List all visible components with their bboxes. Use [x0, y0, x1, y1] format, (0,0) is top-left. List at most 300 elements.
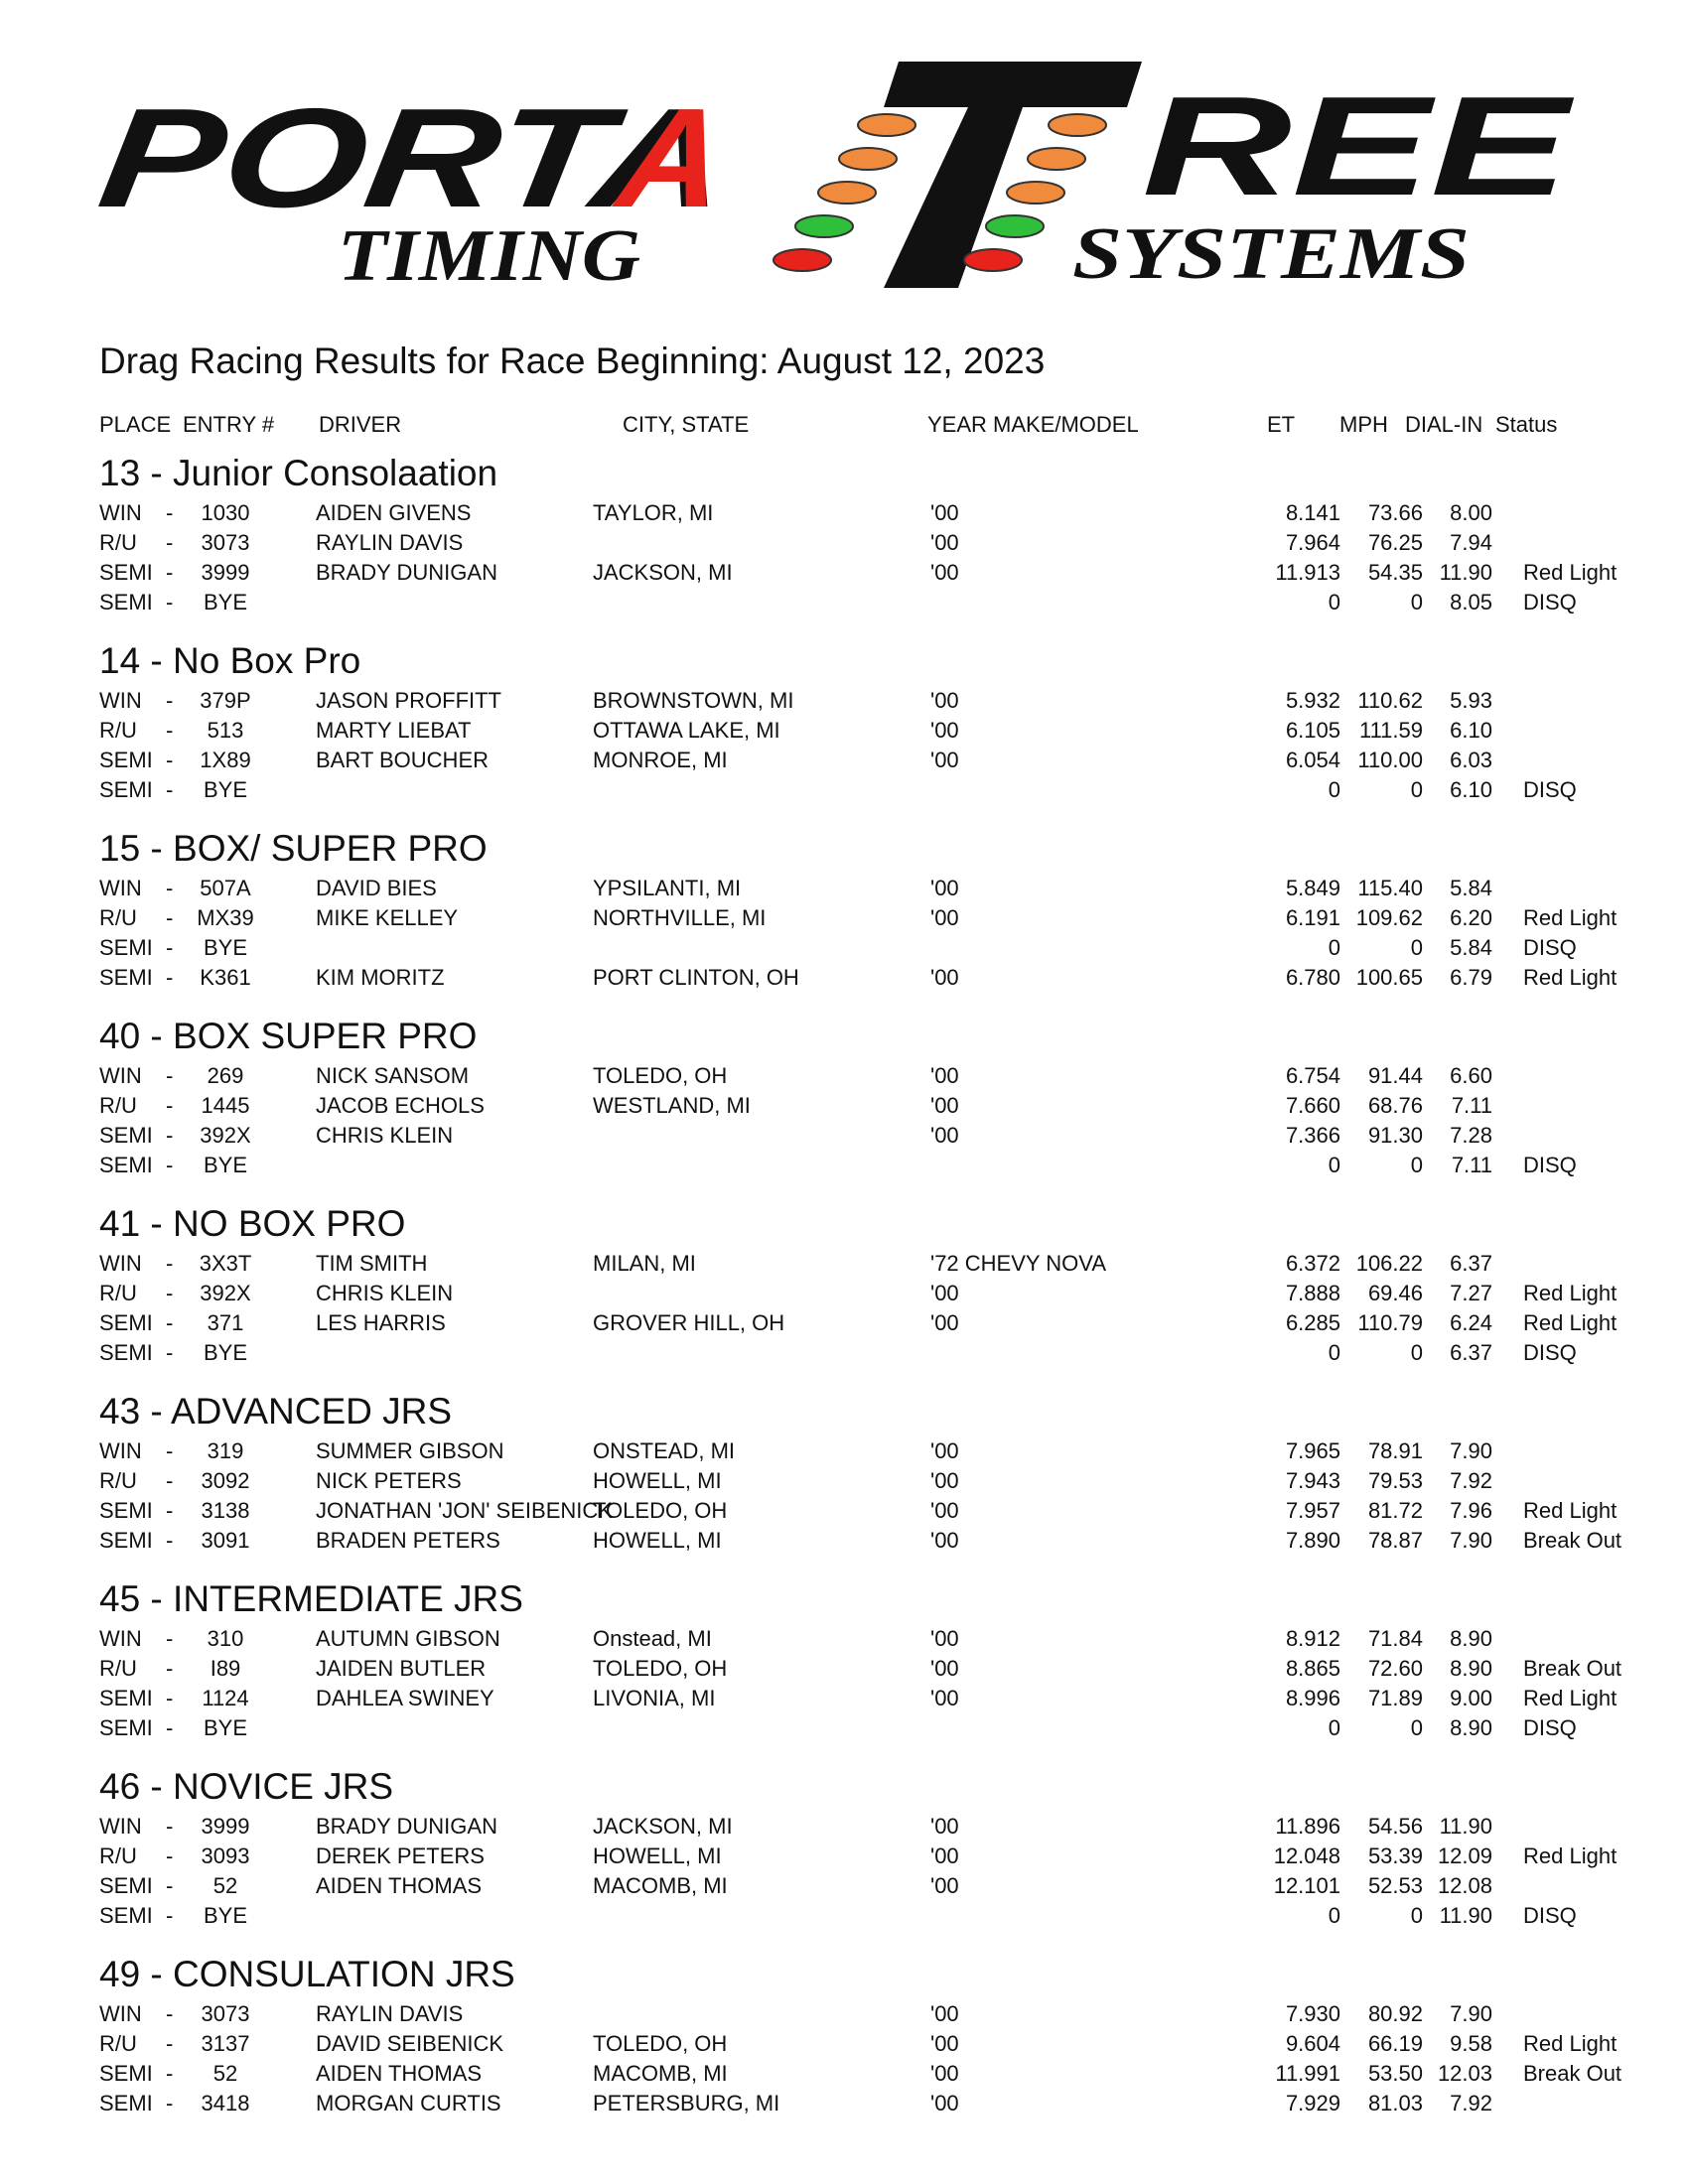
cell-year: '72 CHEVY NOVA [930, 1251, 1107, 1276]
cell-et: 0 [1328, 777, 1340, 802]
cell-dial: 7.11 [1451, 1093, 1492, 1118]
cell-dial: 5.84 [1450, 935, 1492, 960]
cell-place: SEMI [99, 1153, 153, 1177]
results-sections [0, 453, 1688, 2141]
cell-et: 6.754 [1285, 1063, 1340, 1088]
section-title: 15 - BOX/ SUPER PRO [99, 828, 488, 869]
table-row [0, 1843, 1688, 1873]
cell-dial: 6.20 [1450, 905, 1492, 930]
cell-place: R/U [99, 530, 137, 555]
header-status: Status [1495, 412, 1558, 437]
cell-et: 8.996 [1285, 1686, 1340, 1710]
cell-dial: 7.28 [1450, 1123, 1492, 1148]
cell-entry: 1445 [201, 1093, 250, 1118]
cell-dash: - [166, 1063, 174, 1088]
cell-place: SEMI [99, 2091, 153, 2116]
cell-dial: 12.08 [1437, 1873, 1492, 1898]
cell-mph: 110.62 [1357, 688, 1423, 713]
cell-place: R/U [99, 1656, 137, 1681]
cell-entry: BYE [203, 777, 248, 802]
cell-status: Break Out [1523, 1528, 1622, 1553]
cell-mph: 111.59 [1358, 718, 1423, 743]
cell-dash: - [166, 688, 174, 713]
cell-dial: 9.58 [1450, 2031, 1492, 2056]
header-place: PLACE [99, 412, 172, 437]
cell-dial: 7.90 [1450, 1438, 1492, 1463]
cell-place: R/U [99, 1468, 137, 1493]
cell-driver: JACOB ECHOLS [316, 1093, 485, 1118]
cell-driver: RAYLIN DAVIS [316, 2001, 464, 2026]
cell-dash: - [166, 935, 174, 960]
cell-status: DISQ [1523, 777, 1577, 802]
cell-entry: 1030 [201, 500, 250, 525]
cell-year: '00 [930, 688, 959, 713]
cell-entry: 1124 [202, 1686, 249, 1710]
cell-dash: - [166, 2001, 174, 2026]
cell-place: SEMI [99, 748, 153, 772]
section-title: 43 - ADVANCED JRS [99, 1391, 453, 1432]
cell-mph: 0 [1410, 590, 1423, 614]
cell-year: '00 [930, 1063, 959, 1088]
tree-light-amber-left-1 [858, 114, 915, 136]
cell-mph: 52.53 [1367, 1873, 1423, 1898]
table-row [0, 748, 1688, 777]
cell-city: NORTHVILLE, MI [593, 905, 767, 930]
cell-city: TOLEDO, OH [593, 2031, 728, 2056]
cell-city: BROWNSTOWN, MI [593, 688, 794, 713]
cell-mph: 109.62 [1355, 905, 1423, 930]
logo-systems: SYSTEMS [1072, 213, 1470, 295]
cell-year: '00 [930, 1656, 959, 1681]
cell-mph: 53.50 [1367, 2061, 1423, 2086]
cell-dash: - [166, 530, 174, 555]
cell-status: Red Light [1523, 1686, 1618, 1710]
cell-mph: 72.60 [1367, 1656, 1423, 1681]
results-section [0, 453, 1688, 640]
cell-place: WIN [99, 1626, 142, 1651]
cell-year: '00 [930, 2031, 959, 2056]
cell-mph: 71.84 [1367, 1626, 1423, 1651]
cell-entry: 371 [207, 1310, 244, 1335]
cell-entry: 392X [200, 1281, 251, 1305]
cell-dash: - [166, 777, 174, 802]
cell-entry: 3418 [201, 2091, 250, 2116]
header-driver: DRIVER [319, 412, 402, 437]
cell-dash: - [166, 718, 174, 743]
cell-dash: - [166, 1814, 174, 1839]
cell-dash: - [166, 1468, 174, 1493]
cell-et: 0 [1328, 935, 1340, 960]
cell-entry: 3091 [201, 1528, 250, 1553]
table-row [0, 1063, 1688, 1093]
cell-dash: - [166, 1903, 174, 1928]
cell-entry: 52 [212, 1873, 238, 1898]
cell-status: DISQ [1523, 935, 1577, 960]
cell-mph: 76.25 [1367, 530, 1423, 555]
cell-status: Red Light [1523, 2031, 1618, 2056]
cell-et: 11.913 [1275, 560, 1340, 585]
cell-year: '00 [930, 1626, 959, 1651]
header-city: CITY, STATE [623, 412, 750, 437]
cell-city: JACKSON, MI [593, 560, 733, 585]
cell-et: 0 [1328, 1340, 1340, 1365]
cell-city: MACOMB, MI [593, 2061, 728, 2086]
header-mph: MPH [1339, 412, 1388, 437]
cell-et: 7.943 [1285, 1468, 1340, 1493]
cell-entry: 379P [200, 688, 251, 713]
cell-year: '00 [930, 876, 959, 900]
cell-driver: CHRIS KLEIN [316, 1281, 454, 1305]
cell-city: MONROE, MI [593, 748, 728, 772]
cell-year: '00 [930, 1498, 959, 1523]
section-title: 45 - INTERMEDIATE JRS [99, 1578, 523, 1619]
cell-entry: 3073 [201, 530, 250, 555]
cell-place: WIN [99, 500, 142, 525]
cell-city: OTTAWA LAKE, MI [593, 718, 780, 743]
cell-mph: 78.87 [1367, 1528, 1423, 1553]
cell-dash: - [166, 748, 174, 772]
table-row [0, 530, 1688, 560]
table-row [0, 876, 1688, 905]
cell-driver: CHRIS KLEIN [316, 1123, 454, 1148]
cell-dash: - [166, 1528, 174, 1553]
cell-dial: 7.92 [1450, 2091, 1492, 2116]
cell-mph: 66.19 [1367, 2031, 1423, 2056]
results-section [0, 1578, 1688, 1766]
cell-city: MILAN, MI [593, 1251, 696, 1276]
cell-year: '00 [930, 748, 959, 772]
results-section [0, 640, 1688, 828]
cell-place: R/U [99, 1281, 137, 1305]
cell-et: 6.372 [1285, 1251, 1340, 1276]
cell-year: '00 [930, 965, 959, 990]
cell-et: 7.957 [1285, 1498, 1340, 1523]
table-row [0, 777, 1688, 807]
table-row [0, 718, 1688, 748]
cell-driver: AIDEN THOMAS [316, 2061, 483, 2086]
logo-t-crossbar [884, 62, 1142, 107]
cell-driver: MORGAN CURTIS [316, 2091, 501, 2116]
cell-driver: AUTUMN GIBSON [316, 1626, 500, 1651]
cell-dash: - [166, 560, 174, 585]
table-row [0, 1093, 1688, 1123]
header-dial-in: DIAL-IN [1405, 412, 1483, 437]
table-row [0, 1123, 1688, 1153]
section-title: 49 - CONSULATION JRS [99, 1954, 515, 1994]
cell-city: GROVER HILL, OH [593, 1310, 785, 1335]
cell-year: '00 [930, 1281, 959, 1305]
cell-city: TOLEDO, OH [593, 1498, 728, 1523]
cell-status: DISQ [1523, 1903, 1577, 1928]
table-row [0, 1498, 1688, 1528]
results-section [0, 1016, 1688, 1203]
cell-dash: - [166, 1656, 174, 1681]
table-row [0, 1873, 1688, 1903]
table-row [0, 2061, 1688, 2091]
section-title: 14 - No Box Pro [99, 640, 361, 681]
cell-entry: I89 [210, 1656, 241, 1681]
cell-dial: 11.90 [1439, 560, 1492, 585]
cell-dial: 6.60 [1450, 1063, 1492, 1088]
cell-mph: 79.53 [1367, 1468, 1423, 1493]
cell-dial: 7.92 [1450, 1468, 1492, 1493]
cell-et: 0 [1328, 1715, 1340, 1740]
cell-et: 7.660 [1285, 1093, 1340, 1118]
cell-entry: 507A [200, 876, 251, 900]
results-section [0, 1766, 1688, 1954]
cell-dash: - [166, 876, 174, 900]
cell-year: '00 [930, 1468, 959, 1493]
cell-place: SEMI [99, 1903, 153, 1928]
cell-place: WIN [99, 1063, 142, 1088]
cell-mph: 54.56 [1367, 1814, 1423, 1839]
cell-year: '00 [930, 1093, 959, 1118]
cell-et: 8.865 [1285, 1656, 1340, 1681]
cell-year: '00 [930, 500, 959, 525]
cell-dash: - [166, 1498, 174, 1523]
cell-dash: - [166, 1438, 174, 1463]
cell-year: '00 [930, 718, 959, 743]
results-section [0, 1391, 1688, 1578]
cell-mph: 81.03 [1367, 2091, 1423, 2116]
table-row [0, 560, 1688, 590]
cell-dial: 7.94 [1450, 530, 1492, 555]
cell-mph: 0 [1410, 1153, 1423, 1177]
cell-dial: 5.84 [1450, 876, 1492, 900]
cell-et: 6.780 [1285, 965, 1340, 990]
cell-et: 0 [1328, 590, 1340, 614]
cell-driver: DAHLEA SWINEY [316, 1686, 494, 1710]
cell-driver: LES HARRIS [316, 1310, 446, 1335]
cell-et: 5.849 [1285, 876, 1340, 900]
cell-status: Red Light [1523, 1310, 1618, 1335]
cell-dial: 7.90 [1450, 2001, 1492, 2026]
cell-entry: 3999 [201, 560, 250, 585]
cell-dial: 5.93 [1450, 688, 1492, 713]
cell-entry: BYE [203, 1153, 248, 1177]
cell-entry: 319 [207, 1438, 244, 1463]
cell-entry: 3138 [201, 1498, 250, 1523]
cell-dial: 6.10 [1450, 777, 1492, 802]
tree-light-green-right [986, 215, 1044, 237]
table-row [0, 1626, 1688, 1656]
cell-driver: JAIDEN BUTLER [316, 1656, 487, 1681]
cell-driver: AIDEN GIVENS [316, 500, 472, 525]
cell-entry: 3X3T [199, 1251, 252, 1276]
cell-year: '00 [930, 2061, 959, 2086]
cell-et: 7.888 [1285, 1281, 1340, 1305]
header-entry: ENTRY # [183, 412, 275, 437]
cell-driver: NICK SANSOM [316, 1063, 470, 1088]
cell-dial: 8.90 [1450, 1715, 1492, 1740]
cell-dash: - [166, 1340, 174, 1365]
cell-place: WIN [99, 1251, 142, 1276]
cell-year: '00 [930, 1438, 959, 1463]
cell-place: WIN [99, 2001, 142, 2026]
cell-mph: 110.79 [1357, 1310, 1423, 1335]
cell-city: HOWELL, MI [593, 1843, 722, 1868]
cell-place: R/U [99, 718, 137, 743]
cell-place: SEMI [99, 2061, 153, 2086]
cell-place: SEMI [99, 1498, 153, 1523]
table-row [0, 590, 1688, 619]
logo-graphic [0, 0, 1688, 318]
cell-dash: - [166, 905, 174, 930]
cell-mph: 80.92 [1367, 2001, 1423, 2026]
cell-status: DISQ [1523, 590, 1577, 614]
cell-place: WIN [99, 876, 142, 900]
cell-et: 0 [1328, 1153, 1340, 1177]
cell-entry: BYE [203, 1715, 248, 1740]
cell-place: SEMI [99, 560, 153, 585]
table-row [0, 905, 1688, 935]
cell-driver: MIKE KELLEY [316, 905, 459, 930]
cell-place: R/U [99, 2031, 137, 2056]
cell-place: SEMI [99, 1528, 153, 1553]
cell-mph: 69.46 [1367, 1281, 1423, 1305]
cell-year: '00 [930, 1528, 959, 1553]
table-row [0, 1438, 1688, 1468]
cell-mph: 91.30 [1367, 1123, 1423, 1148]
cell-driver: BRADY DUNIGAN [316, 1814, 497, 1839]
cell-dial: 7.96 [1450, 1498, 1492, 1523]
table-row [0, 500, 1688, 530]
table-row [0, 1528, 1688, 1558]
cell-mph: 81.72 [1367, 1498, 1423, 1523]
cell-et: 0 [1328, 1903, 1340, 1928]
cell-place: SEMI [99, 1686, 153, 1710]
cell-mph: 54.35 [1367, 560, 1423, 585]
table-row [0, 1281, 1688, 1310]
cell-entry: BYE [203, 1340, 248, 1365]
cell-dial: 7.90 [1450, 1528, 1492, 1553]
cell-city: YPSILANTI, MI [593, 876, 742, 900]
cell-year: '00 [930, 530, 959, 555]
cell-driver: MARTY LIEBAT [316, 718, 472, 743]
tree-light-amber-left-2 [839, 148, 897, 170]
cell-et: 12.048 [1273, 1843, 1340, 1868]
cell-dash: - [166, 1310, 174, 1335]
table-row [0, 1903, 1688, 1933]
cell-et: 7.930 [1285, 2001, 1340, 2026]
cell-city: HOWELL, MI [593, 1528, 722, 1553]
cell-year: '00 [930, 560, 959, 585]
cell-mph: 0 [1410, 1340, 1423, 1365]
cell-city: PETERSBURG, MI [593, 2091, 780, 2116]
table-row [0, 1814, 1688, 1843]
cell-driver: JASON PROFFITT [316, 688, 501, 713]
cell-status: Red Light [1523, 1281, 1618, 1305]
cell-et: 7.929 [1285, 2091, 1340, 2116]
cell-status: Red Light [1523, 1498, 1618, 1523]
cell-status: Red Light [1523, 560, 1618, 585]
cell-dial: 9.00 [1450, 1686, 1492, 1710]
cell-place: WIN [99, 688, 142, 713]
table-row [0, 1656, 1688, 1686]
cell-status: DISQ [1523, 1153, 1577, 1177]
tree-light-amber-right-1 [1049, 114, 1106, 136]
cell-entry: 3999 [201, 1814, 250, 1839]
cell-dial: 11.90 [1439, 1903, 1492, 1928]
cell-driver: DEREK PETERS [316, 1843, 485, 1868]
cell-mph: 110.00 [1357, 748, 1423, 772]
cell-mph: 91.44 [1367, 1063, 1423, 1088]
cell-mph: 53.39 [1367, 1843, 1423, 1868]
cell-city: LIVONIA, MI [593, 1686, 716, 1710]
cell-dash: - [166, 2091, 174, 2116]
cell-city: TOLEDO, OH [593, 1063, 728, 1088]
cell-et: 7.366 [1285, 1123, 1340, 1148]
cell-entry: 392X [200, 1123, 251, 1148]
cell-driver: SUMMER GIBSON [316, 1438, 504, 1463]
cell-year: '00 [930, 1873, 959, 1898]
cell-place: SEMI [99, 1310, 153, 1335]
section-title: 46 - NOVICE JRS [99, 1766, 394, 1807]
cell-driver: RAYLIN DAVIS [316, 530, 464, 555]
cell-city: WESTLAND, MI [593, 1093, 751, 1118]
cell-dash: - [166, 1873, 174, 1898]
table-row [0, 965, 1688, 995]
cell-driver: KIM MORITZ [316, 965, 445, 990]
cell-et: 7.890 [1285, 1528, 1340, 1553]
results-section [0, 1954, 1688, 2141]
cell-mph: 78.91 [1367, 1438, 1423, 1463]
cell-mph: 0 [1410, 935, 1423, 960]
cell-dial: 8.05 [1450, 590, 1492, 614]
porta-tree-logo [0, 0, 1688, 318]
results-section [0, 1203, 1688, 1391]
cell-dash: - [166, 1626, 174, 1651]
cell-place: SEMI [99, 1340, 153, 1365]
cell-city: HOWELL, MI [593, 1468, 722, 1493]
cell-status: Red Light [1523, 1843, 1618, 1868]
cell-year: '00 [930, 1843, 959, 1868]
cell-dash: - [166, 1251, 174, 1276]
cell-year: '00 [930, 1814, 959, 1839]
cell-mph: 0 [1410, 1903, 1423, 1928]
cell-entry: 52 [212, 2061, 238, 2086]
cell-mph: 71.89 [1367, 1686, 1423, 1710]
cell-dial: 6.10 [1450, 718, 1492, 743]
cell-entry: BYE [203, 1903, 248, 1928]
table-row [0, 1715, 1688, 1745]
cell-mph: 115.40 [1357, 876, 1423, 900]
cell-et: 5.932 [1285, 688, 1340, 713]
cell-city: TAYLOR, MI [593, 500, 714, 525]
cell-dial: 8.90 [1450, 1656, 1492, 1681]
cell-dash: - [166, 590, 174, 614]
logo-porta-accent: A [610, 79, 735, 237]
tree-light-amber-right-2 [1028, 148, 1085, 170]
table-row [0, 1468, 1688, 1498]
cell-et: 6.105 [1285, 718, 1340, 743]
cell-et: 8.912 [1285, 1626, 1340, 1651]
cell-driver: AIDEN THOMAS [316, 1873, 483, 1898]
cell-entry: BYE [203, 590, 248, 614]
cell-status: Red Light [1523, 905, 1618, 930]
cell-place: SEMI [99, 1873, 153, 1898]
cell-mph: 100.65 [1355, 965, 1423, 990]
cell-driver: NICK PETERS [316, 1468, 462, 1493]
cell-mph: 0 [1410, 777, 1423, 802]
cell-mph: 73.66 [1367, 500, 1423, 525]
header-et: ET [1267, 412, 1296, 437]
cell-dial: 7.27 [1450, 1281, 1492, 1305]
cell-place: R/U [99, 1093, 137, 1118]
cell-place: SEMI [99, 590, 153, 614]
cell-city: PORT CLINTON, OH [593, 965, 799, 990]
cell-place: SEMI [99, 1715, 153, 1740]
